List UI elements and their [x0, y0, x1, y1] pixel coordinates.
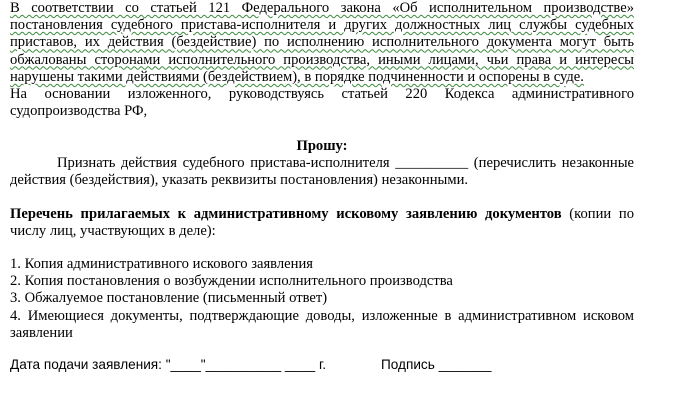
paragraph-request [10, 155, 634, 189]
text-line: нарушены такими действиями (бездействием), в порядке подчиненности и оспорены в суде. [10, 68, 584, 85]
list-item: заявлении [10, 324, 73, 341]
paragraph-appeal-rights [10, 0, 634, 86]
list-item: 4. Имеющиеся документы, подтверждающие доводы, изложенные в административном исковом [10, 307, 634, 324]
text-line: На основании изложенного, руководствуясь статьей 220 Кодекса административного [10, 86, 634, 102]
text-line: числу лиц, участвующих в деле): [10, 223, 216, 240]
attachments-list [10, 256, 634, 342]
signature-field: Подпись _______ [381, 357, 492, 372]
text-line: обжалованы сторонами исполнительного производства, иными лицами, чьи права и интересы [10, 51, 634, 68]
text-line [10, 206, 634, 223]
date-field: Дата подачи заявления: "____"__________ ____ г. [10, 357, 327, 372]
list-item: 3. Обжалуемое постановление (письменный ответ) [10, 290, 328, 307]
text-line: постановления судебного пристава-исполнителя и других должностных лиц службы судебных [10, 17, 634, 34]
paragraph-basis [10, 86, 634, 120]
list-item: 1. Копия административного искового заявления [10, 256, 313, 272]
text-line: В соответствии со статьей 121 Федерального закона «Об исполнительном производстве» [10, 0, 634, 16]
attachments-title-bold: Перечень прилагаемых к административному исковому заявлению документов [10, 206, 562, 222]
text-line: действия (бездействия), указать реквизиты постановления) незаконными. [10, 172, 469, 189]
request-heading: Прошу: [296, 138, 348, 154]
attachments-title [10, 206, 634, 240]
text-line: Признать действия судебного пристава-исполнителя __________ (перечислить незаконные [57, 155, 634, 171]
text-line: судопроизводства РФ, [10, 103, 148, 120]
attachments-title-rest: (копии по [561, 206, 634, 222]
text-line: приставов, их действия (бездействие) по исполнению исполнительного документа могут быть [10, 34, 634, 51]
list-item: 2. Копия постановления о возбуждении исполнительного производства [10, 273, 453, 290]
